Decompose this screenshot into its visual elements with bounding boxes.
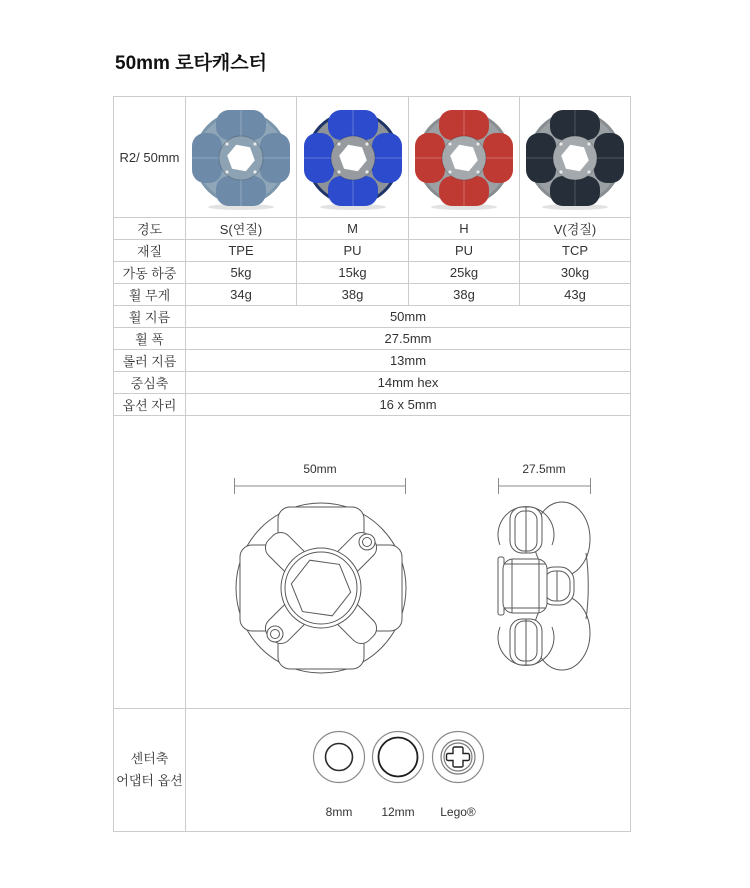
spec-cell: 43g [520, 284, 631, 306]
adapter-12mm-icon [371, 730, 425, 784]
wheel-photo-s-soft-blue [189, 107, 293, 211]
adapter-label-line2: 어댑터 옵션 [116, 773, 183, 788]
wheel-photo-h-red [412, 107, 516, 211]
spec-row-label: 롤러 지름 [114, 350, 186, 372]
spec-row-label: 재질 [114, 240, 186, 262]
spec-row-label: 가동 하중 [114, 262, 186, 284]
table-row [114, 416, 631, 709]
table-row [114, 709, 631, 832]
adapter-label-cell [114, 709, 186, 832]
adapter-option-lego [431, 730, 485, 819]
spec-span-cell: 13mm [186, 350, 631, 372]
spec-cell: PU [297, 240, 409, 262]
table-row [114, 306, 631, 328]
spec-span-cell: 27.5mm [186, 328, 631, 350]
model-label-cell: R2/ 50mm [114, 97, 186, 218]
adapter-8mm-icon [312, 730, 366, 784]
wheel-photo-m-blue [301, 107, 405, 211]
spec-cell: 34g [186, 284, 297, 306]
spec-span-cell: 14mm hex [186, 372, 631, 394]
spec-cell: TPE [186, 240, 297, 262]
table-row [114, 394, 631, 416]
spec-row-label: 휠 무게 [114, 284, 186, 306]
adapter-option-label: 12mm [381, 805, 415, 819]
table-row [114, 284, 631, 306]
table-row [114, 97, 631, 218]
spec-cell: H [409, 218, 520, 240]
spec-cell: M [297, 218, 409, 240]
spec-cell: PU [409, 240, 520, 262]
table-row [114, 372, 631, 394]
empty-label-cell [114, 416, 186, 709]
wheel-photo-cell [409, 97, 520, 218]
spec-row-label: 옵션 자리 [114, 394, 186, 416]
adapter-option-label: 8mm [325, 805, 353, 819]
table-row [114, 218, 631, 240]
wheel-photo-v-hard-dark [523, 107, 627, 211]
dimension-label-front: 50mm [303, 462, 337, 476]
dimension-line-side [498, 478, 591, 494]
spec-row-label: 휠 지름 [114, 306, 186, 328]
table-row [114, 328, 631, 350]
table-row [114, 240, 631, 262]
spec-table [113, 96, 631, 832]
spec-cell: S(연질) [186, 218, 297, 240]
adapter-options-cell [186, 709, 631, 832]
spec-cell: 38g [409, 284, 520, 306]
adapter-option-8mm [312, 730, 366, 819]
page-title: 50mm 로타캐스터 [115, 53, 267, 74]
adapter-option-label: Lego® [440, 805, 476, 819]
spec-cell: 5kg [186, 262, 297, 284]
spec-cell: 30kg [520, 262, 631, 284]
adapter-label-line1: 센터축 [130, 751, 169, 766]
spec-row-label: 중심축 [114, 372, 186, 394]
technical-drawing-cell [186, 416, 631, 709]
adapter-lego-icon [431, 730, 485, 784]
side-view-drawing [494, 501, 591, 671]
dimension-label-side: 27.5mm [522, 462, 566, 476]
wheel-photo-cell [186, 97, 297, 218]
lego-axle-cross [447, 747, 470, 767]
wheel-photo-cell [297, 97, 409, 218]
table-row [114, 262, 631, 284]
spec-cell: 15kg [297, 262, 409, 284]
spec-cell: TCP [520, 240, 631, 262]
adapter-option-12mm [371, 730, 425, 819]
front-view-drawing [234, 501, 408, 675]
spec-span-cell: 50mm [186, 306, 631, 328]
spec-span-cell: 16 x 5mm [186, 394, 631, 416]
spec-row-label: 휠 폭 [114, 328, 186, 350]
spec-cell: 38g [297, 284, 409, 306]
wheel-photo-cell [520, 97, 631, 218]
table-row [114, 350, 631, 372]
dimension-line-front [234, 478, 406, 494]
spec-row-label: 경도 [114, 218, 186, 240]
spec-cell: 25kg [409, 262, 520, 284]
spec-cell: V(경질) [520, 218, 631, 240]
